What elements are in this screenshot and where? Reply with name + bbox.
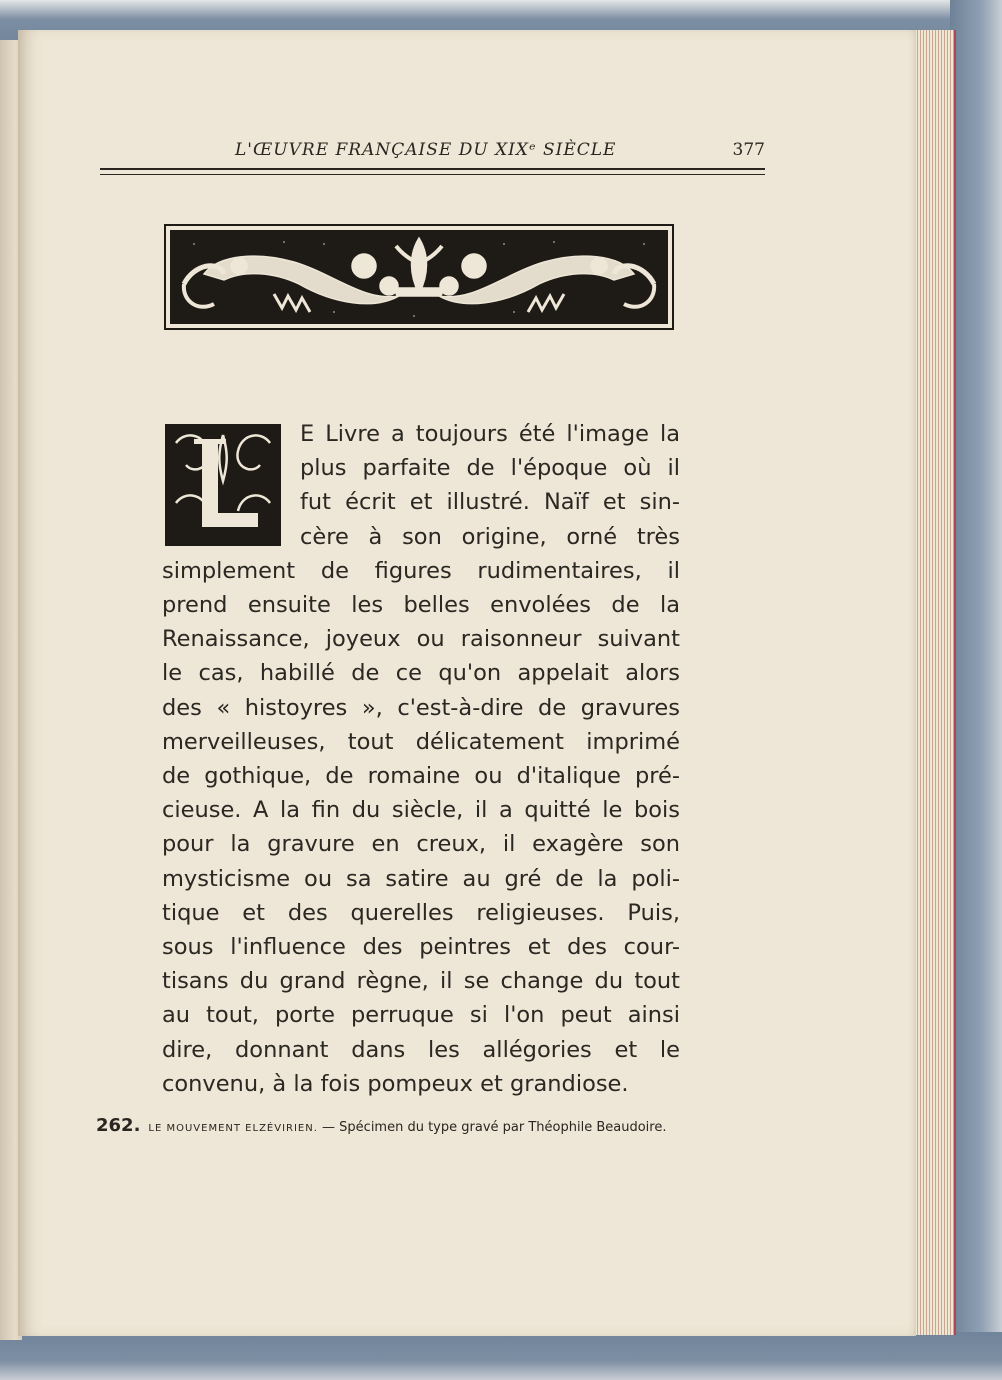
text-line: le cas, habillé de ce qu'on appelait alors bbox=[162, 660, 680, 687]
text-line: au tout, porte perruque si l'on peut ainsi bbox=[162, 1002, 680, 1029]
text-line: convenu, à la fois pompeux et grandiose. bbox=[162, 1070, 629, 1097]
running-head bbox=[100, 140, 765, 160]
text-line: fut écrit et illustré. Naïf et sin- bbox=[300, 489, 680, 516]
text-line: tisans du grand règne, il se change du tout bbox=[162, 968, 680, 995]
text-line: merveilleuses, tout délicatement imprimé bbox=[162, 728, 680, 755]
text-line: Renaissance, joyeux ou raisonneur suivant bbox=[162, 626, 680, 653]
text-line: tique et des querelles religieuses. Puis, bbox=[162, 899, 680, 926]
figure-caption bbox=[96, 1115, 756, 1136]
text-line: prend ensuite les belles envolées de la bbox=[162, 592, 680, 619]
text-line: des « histoyres », c'est-à-dire de gravures bbox=[162, 694, 680, 721]
page-number: 377 bbox=[732, 140, 765, 160]
text-line: simplement de figures rudimentaires, il bbox=[162, 557, 680, 584]
text-line: mysticisme ou sa satire au gré de la poli- bbox=[162, 865, 680, 892]
text-line: dire, donnant dans les allégories et le bbox=[162, 1036, 680, 1063]
text-line: sous l'influence des peintres et des cour- bbox=[162, 934, 680, 961]
header-rule-thin bbox=[100, 174, 765, 175]
caption-smallcaps: LE MOUVEMENT ELZÉVIRIEN. bbox=[148, 1123, 318, 1134]
header-rule-thick bbox=[100, 168, 765, 170]
text-line: pour la gravure en creux, il exagère son bbox=[162, 831, 680, 858]
text-line: cère à son origine, orné très bbox=[300, 523, 680, 550]
dolphin-headpiece-icon bbox=[164, 224, 674, 330]
text-line: de gothique, de romaine ou d'italique pré- bbox=[162, 763, 680, 790]
caption-text: — Spécimen du type gravé par Théophile Beaudoire. bbox=[317, 1120, 667, 1135]
text-line: plus parfaite de l'époque où il bbox=[300, 455, 680, 482]
text-line: cieuse. A la fin du siècle, il a quitté le bois bbox=[162, 797, 680, 824]
body-text bbox=[162, 417, 680, 1101]
caption-number: 262. bbox=[96, 1115, 141, 1136]
text-line: E Livre a toujours été l'image la bbox=[300, 421, 680, 447]
book-cover-right bbox=[950, 0, 1002, 1380]
book-cover-bottom bbox=[0, 1332, 1002, 1380]
running-head-title: L'ŒUVRE FRANÇAISE DU XIXᵉ SIÈCLE bbox=[235, 140, 617, 160]
page-edges bbox=[912, 30, 956, 1335]
